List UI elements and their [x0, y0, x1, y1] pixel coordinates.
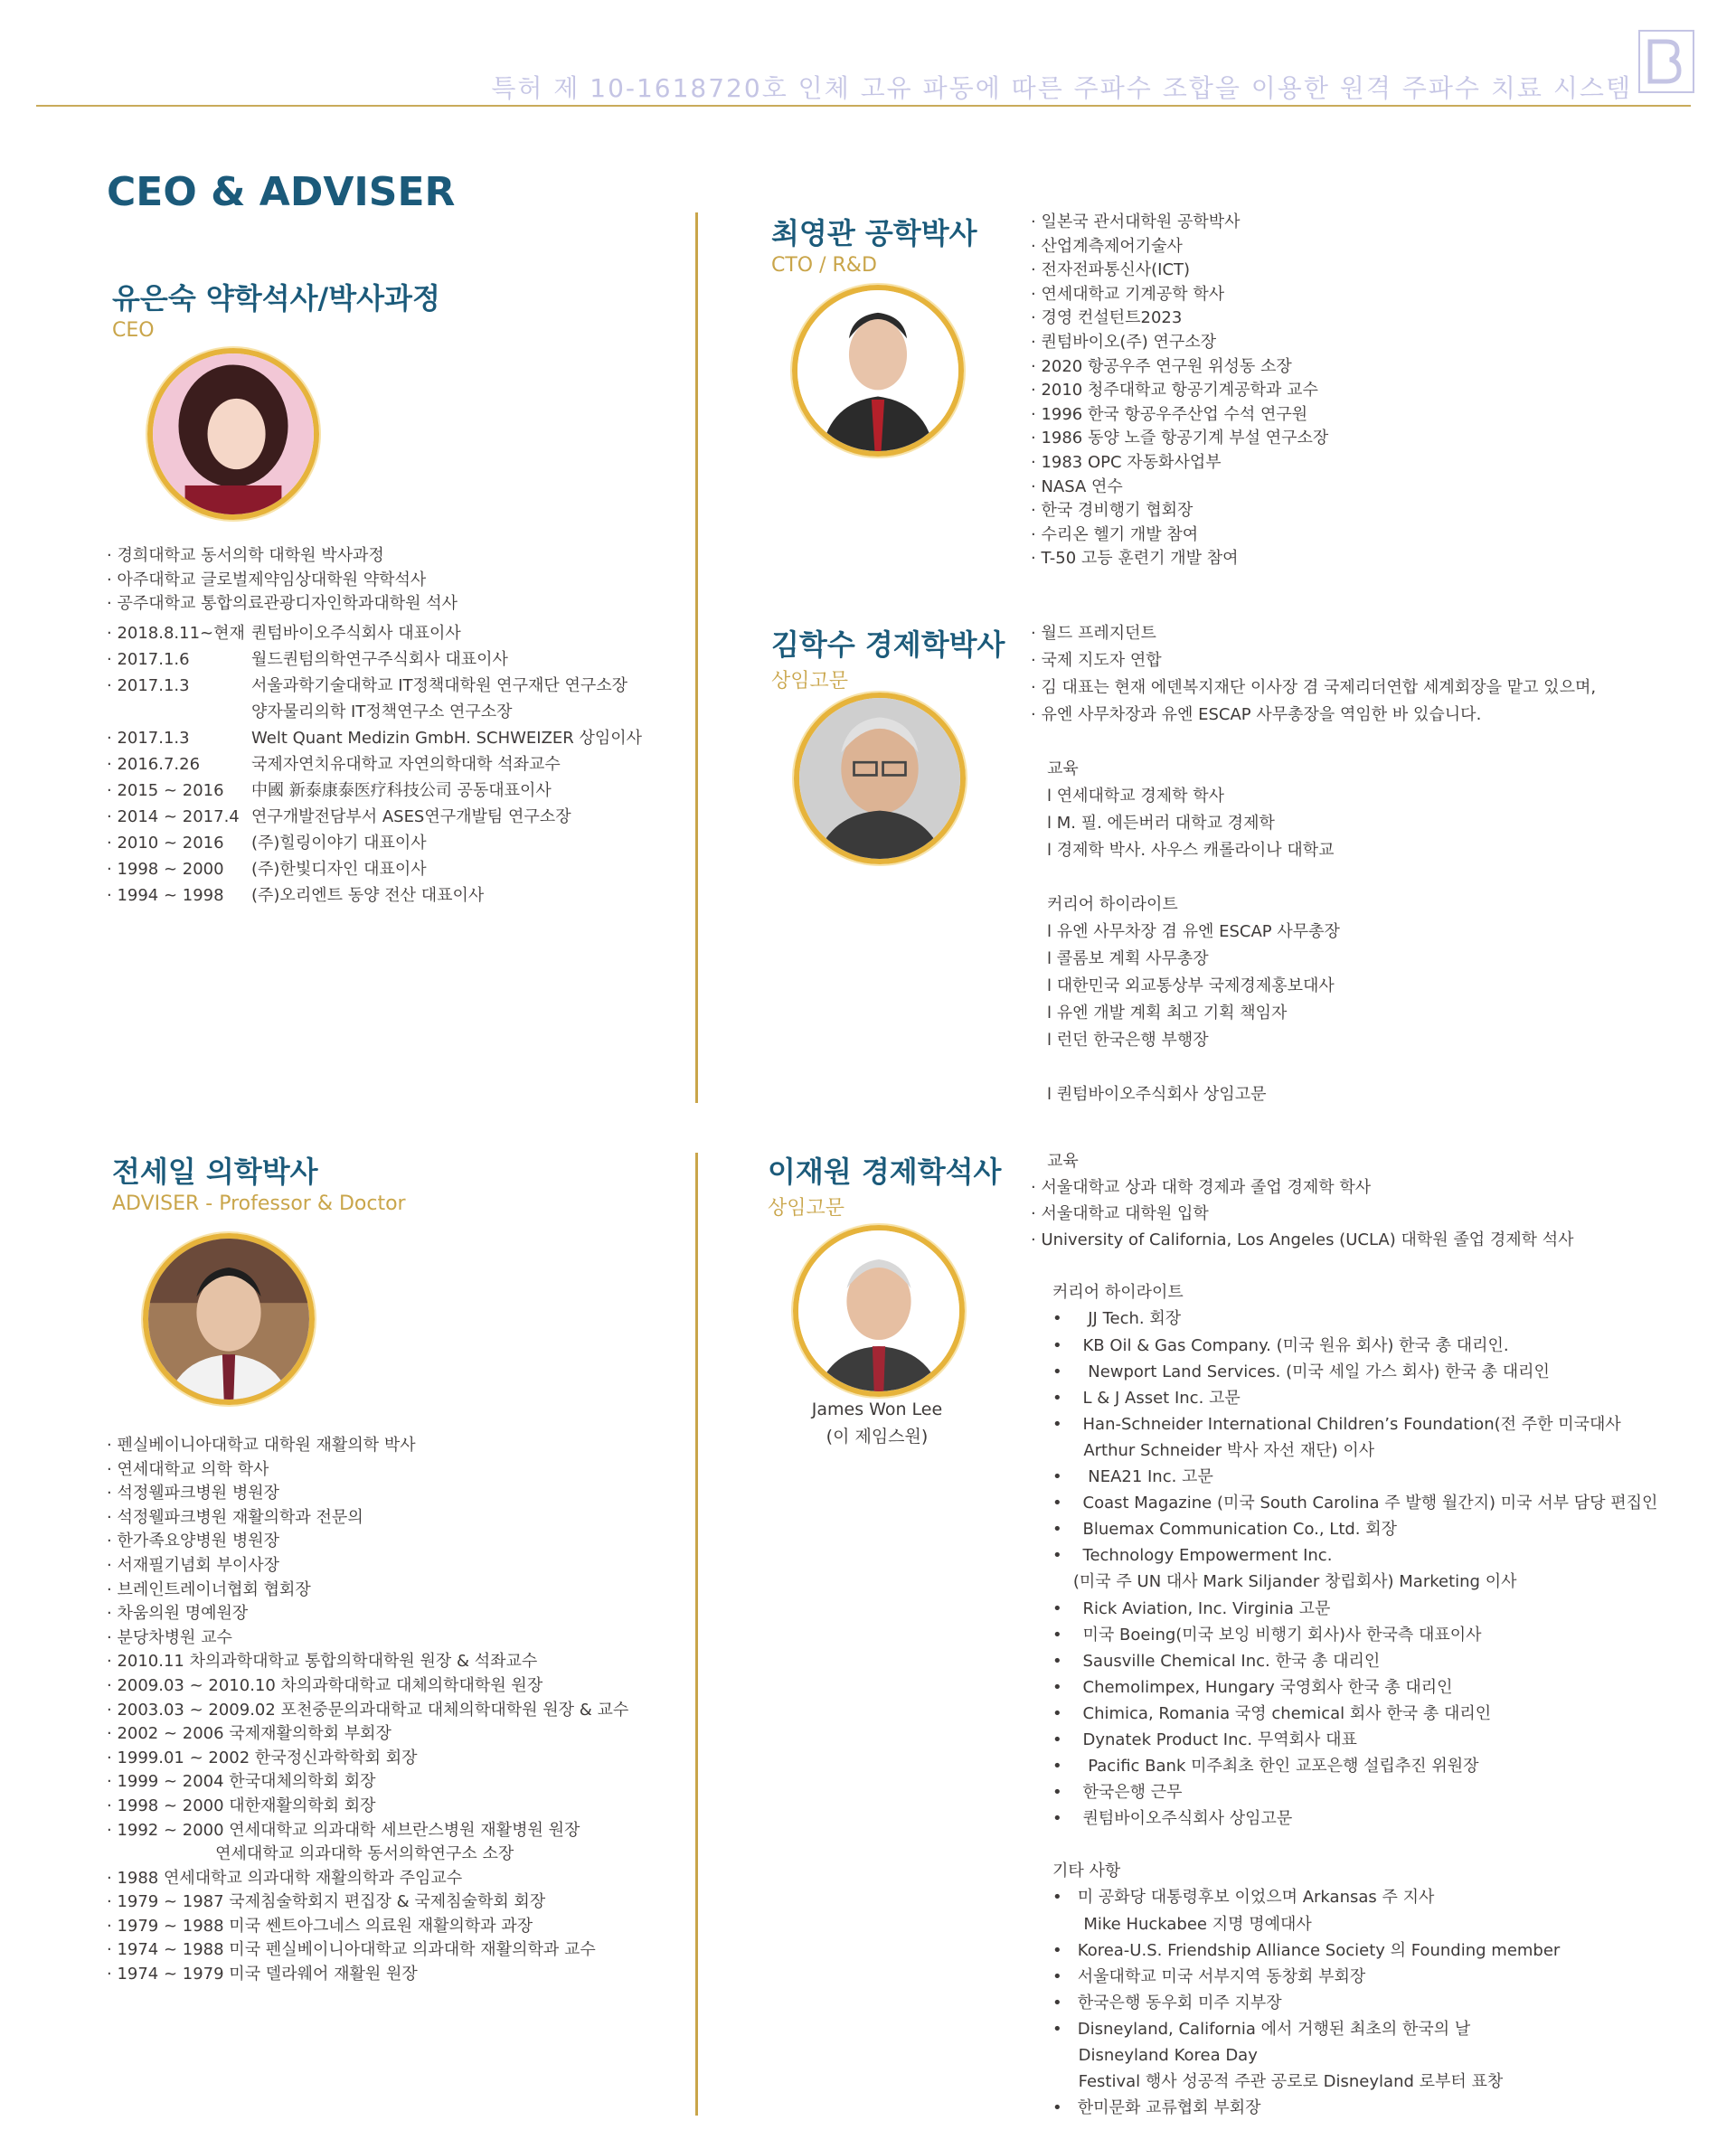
company-logo — [1637, 29, 1695, 94]
list-item: l 유엔 개발 계획 최고 기획 책임자 — [1047, 1004, 1288, 1023]
kim-education-title: 교육 — [1047, 759, 1079, 778]
column-divider-bottom — [695, 1153, 698, 2116]
list-item: · 펜실베이니아대학교 대학원 재활의학 박사 — [107, 1436, 416, 1455]
list-item: • 서울대학교 미국 서부지역 동창회 부회장 — [1052, 1966, 1366, 1986]
list-item: • Chemolimpex, Hungary 국영회사 한국 총 대리인 — [1052, 1677, 1453, 1697]
career-date: · 2017.1.3 — [107, 729, 190, 748]
list-item: · 경영 컨설턴트2023 — [1031, 308, 1183, 328]
list-item: · 2020 항공우주 연구원 위성동 소장 — [1031, 356, 1292, 376]
list-item: · 아주대학교 글로벌제약임상대학원 약학석사 — [107, 570, 427, 589]
list-item: • KB Oil & Gas Company. (미국 원유 회사) 한국 총 대리인. — [1052, 1335, 1509, 1355]
list-item: · 국제 지도자 연합 — [1031, 651, 1162, 670]
list-item: • JJ Tech. 회장 — [1052, 1309, 1182, 1329]
career-row — [107, 725, 642, 751]
list-item: • L & J Asset Inc. 고문 — [1052, 1388, 1241, 1408]
list-item: • Technology Empowerment Inc. — [1052, 1546, 1333, 1566]
list-item: Festival 행사 성공적 주관 공로로 Disneyland 로부터 표창 — [1052, 2072, 1504, 2092]
list-item: · 1979 ~ 1988 미국 쎈트아그네스 의료원 재활의학과 과장 — [107, 1916, 533, 1936]
list-item: · 1986 동양 노즐 항공기계 부설 연구소장 — [1031, 429, 1329, 448]
career-row — [107, 673, 642, 699]
list-item: · 일본국 관서대학원 공학박사 — [1031, 212, 1241, 231]
list-item: l 연세대학교 경제학 학사 — [1047, 787, 1225, 806]
list-item: · 김 대표는 현재 에덴복지재단 이사장 겸 국제리더연합 세계회장을 맡고 있으며, — [1031, 678, 1597, 697]
list-item: • Korea-U.S. Friendship Alliance Society 의 Founding member — [1052, 1940, 1561, 1960]
career-date: · 2014 ~ 2017.4 — [107, 807, 240, 826]
ceo-role: CEO — [112, 319, 155, 342]
list-item: · 2010.11 차의과학대학교 통합의학대학원 원장 & 석좌교수 — [107, 1652, 538, 1672]
list-item: Mike Huckabee 지명 명예대사 — [1052, 1914, 1312, 1934]
list-item: · 2010 청주대학교 항공기계공학과 교수 — [1031, 381, 1318, 401]
kim-role: 상임고문 — [771, 670, 849, 693]
career-text: 연구개발전담부서 ASES연구개발팀 연구소장 — [251, 807, 571, 826]
lee-portrait — [793, 1225, 965, 1397]
list-item: · 석정웰파크병원 재활의학과 전문의 — [107, 1507, 363, 1527]
list-item: · 1999.01 ~ 2002 한국정신과학학회 회장 — [107, 1748, 418, 1767]
list-item: • Disneyland, California 에서 거행된 최초의 한국의 날 — [1052, 2019, 1471, 2039]
career-date: · 2010 ~ 2016 — [107, 834, 224, 853]
career-date: · 2015 ~ 2016 — [107, 781, 224, 800]
jeon-portrait — [143, 1233, 315, 1405]
patent-title: 특허 제 10-1618720호 인체 고유 파동에 따른 주파수 조합을 이용한 원격 주파수 치료 시스템 — [491, 73, 1632, 103]
list-item: · 한국 경비행기 협회장 — [1031, 501, 1194, 521]
career-date: · 2016.7.26 — [107, 755, 201, 774]
lee-education-title: 교육 — [1047, 1152, 1079, 1171]
list-item: • Bluemax Communication Co., Ltd. 회장 — [1052, 1520, 1398, 1540]
list-item: · 서울대학교 상과 대학 경제과 졸업 경제학 학사 — [1031, 1178, 1372, 1198]
career-date: · 1994 ~ 1998 — [107, 886, 224, 905]
career-text: (주)한빛디자인 대표이사 — [251, 860, 427, 879]
jeon-name: 전세일 의학박사 — [112, 1155, 318, 1189]
list-item: • Coast Magazine (미국 South Carolina 주 발행 월간지) 미국 서부 담당 편집인 — [1052, 1494, 1658, 1513]
career-date: · 1998 ~ 2000 — [107, 860, 224, 879]
list-item: l 대한민국 외교통상부 국제경제홍보대사 — [1047, 976, 1335, 995]
spacer — [1031, 1832, 1657, 1858]
kim-name: 김학수 경제학박사 — [771, 627, 1005, 662]
jeon-profile-list — [107, 1434, 628, 1987]
cto-role: CTO / R&D — [771, 254, 877, 277]
career-text: (주)오리엔트 동양 전산 대표이사 — [251, 886, 485, 905]
list-item: · 1974 ~ 1988 미국 펜실베이니아대학교 의과대학 재활의학과 교수 — [107, 1940, 596, 1960]
cto-profile-list — [1031, 211, 1328, 571]
list-item: · 월드 프레지던트 — [1031, 624, 1156, 643]
list-item: · 2009.03 ~ 2010.10 차의과학대학교 대체의학대학원 원장 — [107, 1675, 543, 1695]
list-item: • 퀀텀바이오주식회사 상임고문 — [1052, 1809, 1293, 1829]
lee-career-title: 커리어 하이라이트 — [1052, 1283, 1184, 1303]
list-item: l 런던 한국은행 부행장 — [1047, 1031, 1209, 1050]
list-item: 연세대학교 의과대학 동서의학연구소 소장 — [107, 1844, 514, 1864]
lee-profile — [1031, 1148, 1657, 2121]
career-row — [107, 699, 642, 725]
cto-header — [771, 211, 977, 277]
cto-portrait — [792, 285, 964, 457]
list-item: • 미국 Boeing(미국 보잉 비행기 회사)사 한국측 대표이사 — [1052, 1625, 1482, 1645]
list-item: · 브레인트레이너협회 협회장 — [107, 1579, 311, 1599]
list-item: • Sausville Chemical Inc. 한국 총 대리인 — [1052, 1651, 1381, 1671]
career-text: 월드퀀텀의학연구주식회사 대표이사 — [251, 650, 508, 669]
career-row — [107, 804, 642, 830]
list-item: • Rick Aviation, Inc. Virginia 고문 — [1052, 1598, 1331, 1618]
list-item: · 2002 ~ 2006 국제재활의학회 부회장 — [107, 1724, 392, 1744]
spacer — [1031, 1054, 1596, 1081]
kim-career-title: 커리어 하이라이트 — [1047, 895, 1178, 914]
column-divider-top — [695, 212, 698, 1103]
header-divider — [36, 105, 1691, 107]
list-item: • 한국은행 동우회 미주 지부장 — [1052, 1993, 1282, 2012]
career-date: · 2018.8.11~현재 — [107, 624, 245, 643]
ceo-header — [112, 276, 440, 342]
lee-photo-caption — [769, 1396, 986, 1450]
list-item: • Pacific Bank 미주최초 한인 교포은행 설립추진 위원장 — [1052, 1757, 1479, 1777]
kim-portrait — [794, 693, 966, 864]
list-item: · 차움의원 명예원장 — [107, 1604, 249, 1624]
list-item: · 1983 OPC 자동화사업부 — [1031, 452, 1222, 472]
career-row — [107, 882, 642, 909]
list-item: · 1999 ~ 2004 한국대체의학회 회장 — [107, 1772, 376, 1792]
career-date — [107, 699, 251, 725]
career-text: 퀀텀바이오주식회사 대표이사 — [251, 624, 461, 643]
list-item: • Newport Land Services. (미국 세일 가스 회사) 한국 총 대리인 — [1052, 1362, 1550, 1381]
career-text: 中國 新泰康泰医疗科技公司 공동대표이사 — [251, 781, 552, 800]
list-item: · 수리온 헬기 개발 참여 — [1031, 524, 1199, 544]
career-row — [107, 830, 642, 856]
list-item: · T-50 고등 훈련기 개발 참여 — [1031, 549, 1239, 569]
list-item: · 1992 ~ 2000 연세대학교 의과대학 세브란스병원 재활병원 원장 — [107, 1820, 580, 1840]
spacer — [1031, 1253, 1657, 1279]
ceo-portrait — [147, 348, 319, 520]
list-item: • Han-Schneider International Children’s Foundation(전 주한 미국대사 — [1052, 1414, 1621, 1434]
lee-caption-name: James Won Lee — [811, 1400, 943, 1419]
lee-caption-alias: (이 제임스원) — [826, 1427, 929, 1447]
page-title: CEO & ADVISER — [107, 169, 456, 215]
page-header — [0, 0, 1736, 108]
list-item: • Chimica, Romania 국영 chemical 회사 한국 총 대리인 — [1052, 1703, 1492, 1723]
kim-profile — [1031, 620, 1596, 1108]
ceo-career-list — [107, 620, 642, 909]
career-text: 서울과학기술대학교 IT정책대학원 연구재단 연구소장 — [251, 676, 628, 695]
ceo-name: 유은숙 약학석사/박사과정 — [112, 281, 440, 316]
jeon-header — [112, 1149, 406, 1215]
list-item: · 1988 연세대학교 의과대학 재활의학과 주임교수 — [107, 1868, 463, 1888]
career-row — [107, 778, 642, 804]
list-item: l 퀀텀바이오주식회사 상임고문 — [1047, 1085, 1267, 1104]
list-item: l M. 필. 에든버러 대학교 경제학 — [1047, 814, 1275, 833]
list-item: · 경희대학교 동서의학 대학원 박사과정 — [107, 546, 384, 565]
list-item: • 한미문화 교류협회 부회장 — [1052, 2098, 1261, 2118]
list-item: l 유엔 사무차장 겸 유엔 ESCAP 사무총장 — [1047, 922, 1340, 941]
list-item: · 유엔 사무차장과 유엔 ESCAP 사무총장을 역임한 바 있습니다. — [1031, 705, 1482, 724]
list-item: · 1979 ~ 1987 국제침술학회지 편집장 & 국제침술학회 회장 — [107, 1892, 546, 1912]
career-row — [107, 856, 642, 882]
list-item: • NEA21 Inc. 고문 — [1052, 1467, 1213, 1487]
list-item: · 연세대학교 기계공학 학사 — [1031, 284, 1225, 304]
career-row — [107, 751, 642, 778]
career-text: 양자물리의학 IT정책연구소 연구소장 — [251, 702, 513, 721]
list-item: l 경제학 박사. 사우스 캐롤라이나 대학교 — [1047, 841, 1335, 860]
spacer — [1031, 864, 1596, 891]
cto-name: 최영관 공학박사 — [771, 216, 977, 250]
list-item: Disneyland Korea Day — [1052, 2046, 1258, 2065]
career-date: · 2017.1.3 — [107, 676, 190, 695]
career-row — [107, 620, 642, 646]
lee-role: 상임고문 — [768, 1197, 845, 1220]
list-item: · 전자전파통신사(ICT) — [1031, 260, 1191, 280]
ceo-education-list — [107, 544, 458, 617]
lee-header — [768, 1149, 1001, 1221]
list-item: · 서울대학교 대학원 입학 — [1031, 1204, 1209, 1224]
list-item: · 2003.03 ~ 2009.02 포천중문의과대학교 대체의학대학원 원장 & 교수 — [107, 1700, 629, 1720]
list-item: · 1996 한국 항공우주산업 수석 연구원 — [1031, 404, 1308, 424]
list-item: · 석정웰파크병원 병원장 — [107, 1484, 280, 1503]
list-item: · 연세대학교 의학 학사 — [107, 1459, 269, 1479]
kim-header — [771, 622, 1005, 693]
list-item: · NASA 연수 — [1031, 476, 1123, 496]
lee-name: 이재원 경제학석사 — [768, 1155, 1002, 1189]
career-text: 국제자연치유대학교 자연의학대학 석좌교수 — [251, 755, 561, 774]
list-item: · 퀀텀바이오(주) 연구소장 — [1031, 332, 1217, 352]
list-item: Arthur Schneider 박사 자선 재단) 이사 — [1052, 1440, 1375, 1460]
list-item: · University of California, Los Angeles (UCLA) 대학원 졸업 경제학 석사 — [1031, 1230, 1574, 1250]
list-item: • 미 공화당 대통령후보 이었으며 Arkansas 주 지사 — [1052, 1888, 1435, 1908]
career-text: Welt Quant Medizin GmbH. SCHWEIZER 상임이사 — [251, 729, 643, 748]
career-date: · 2017.1.6 — [107, 650, 190, 669]
list-item: · 한가족요양병원 병원장 — [107, 1532, 280, 1551]
lee-misc-title: 기타 사항 — [1052, 1862, 1121, 1881]
list-item: l 콜롬보 계획 사무총장 — [1047, 949, 1209, 968]
career-text: (주)힐링이야기 대표이사 — [251, 834, 427, 853]
list-item: • Dynatek Product Inc. 무역회사 대표 — [1052, 1730, 1357, 1749]
list-item: · 공주대학교 통합의료관광디자인학과대학원 석사 — [107, 594, 458, 614]
career-row — [107, 646, 642, 673]
jeon-role: ADVISER - Professor & Doctor — [112, 1192, 406, 1215]
list-item: · 서재필기념회 부이사장 — [107, 1555, 280, 1575]
spacer — [1031, 729, 1596, 756]
list-item: • 한국은행 근무 — [1052, 1783, 1183, 1803]
list-item: · 산업계측제어기술사 — [1031, 236, 1183, 256]
list-item: (미국 주 UN 대사 Mark Siljander 창립회사) Marketing 이사 — [1052, 1572, 1517, 1592]
list-item: · 분당차병원 교수 — [107, 1627, 232, 1647]
list-item: · 1998 ~ 2000 대한재활의학회 회장 — [107, 1796, 376, 1815]
list-item: · 1974 ~ 1979 미국 델라웨어 재활원 원장 — [107, 1965, 418, 1984]
